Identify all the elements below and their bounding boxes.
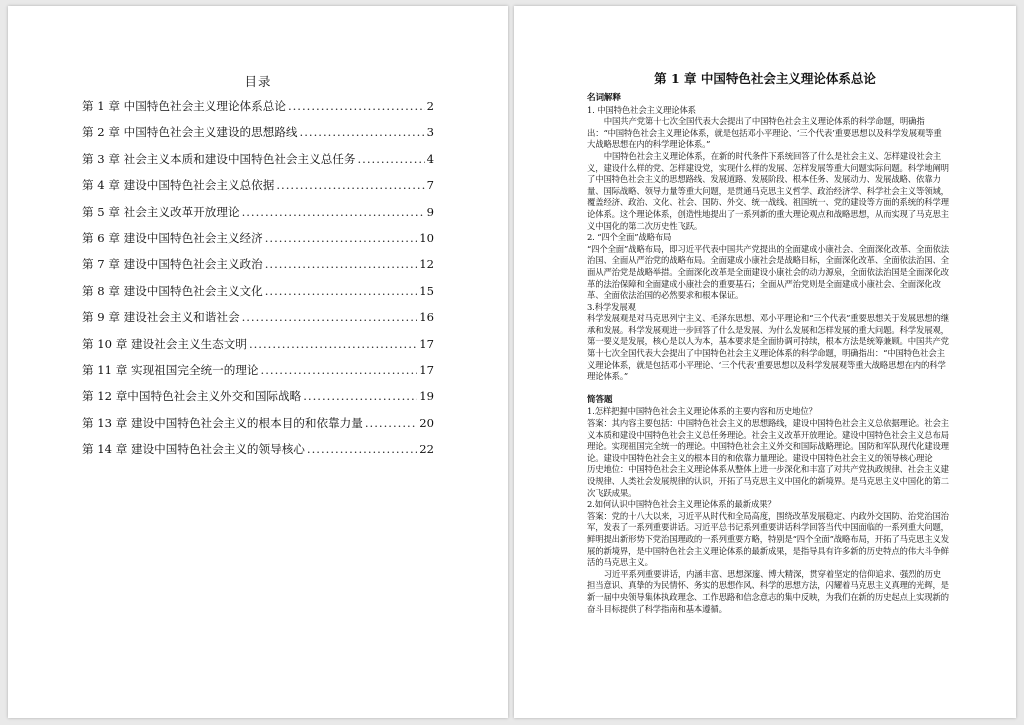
toc-entry[interactable] [82,256,434,282]
toc-entry-label: 第 13 章 建设中国特色社会主义的根本目的和依靠力量 [82,415,363,430]
toc-entry[interactable] [82,336,434,362]
toc-entry-label: 第 5 章 社会主义改革开放理论 [82,204,240,219]
toc-entry[interactable] [82,177,434,203]
toc-entry-page: 3 [426,125,434,140]
toc-leader-dots [288,99,425,113]
toc-leader-dots [261,363,418,377]
term-item [587,232,949,302]
toc-entry-page: 17 [419,336,434,351]
toc-entry[interactable] [82,204,434,230]
toc-entry-page: 19 [419,389,434,404]
toc-leader-dots [307,442,417,456]
term-item [587,105,949,233]
toc-list [82,98,434,467]
answer-paragraph: 历史地位：中国特色社会主义理论体系从整体上进一步深化和丰富了对共产党执政规律、社会主义建设规律、人类社会发展规律的认识，开拓了马克思主义中国化的新境界。是马克思主义中国化的第二次飞跃成果。 [587,464,949,498]
term-paragraph: 中国特色社会主义理论体系，在新的时代条件下系统回答了什么是社会主义、怎样建设社会主义，建设什么样的党、怎样建设党，实现什么样的发展、怎样发展等重大问题实际问题。科学地阐明了中国特色社会主义的思想路线、发展道路、发展阶段、根本任务、发展动力、发展战略、依靠力量、国际战略、领导力量等重大问题，是贯通马克思主义哲学、政治经济学、科学社会主义等领域，覆盖经济、政治、文化、社会、国防、外交、统一战线、祖国统一、党的建设等方面的系统的科学理论体系。这个理论体系，创造性地提出了一系列新的重大理论观点和战略思想，从而实现了马克思主义中国化的第二次历史性飞跃。 [587,150,949,231]
question-title: 2.如何认识中国特色社会主义理论体系的最新成果？ [587,499,776,510]
toc-leader-dots [300,125,425,139]
toc-leader-dots [303,389,417,403]
terms-heading: 名词解释 [587,93,621,103]
toc-entry-page: 15 [419,283,434,298]
toc-entry-page: 4 [426,151,434,166]
term-paragraph: “四个全面”战略布局，即习近平代表中国共产党提出的全面建成小康社会、全面深化改革、全面依法治国、全面从严治党的战略布局。全面建成小康社会是战略目标，全面深化改革、全面依法治国、全面从严治党是战略举措。全面深化改革是全面建设小康社会的动力源泉，全面依法治国是全面深化改革的法治保障和全面建成小康社会的重要基石；全面从严治党则是全面建成小康社会、全面深化改革、全面依法治国的必然要求和根本保证。 [587,243,949,301]
toc-entry-page: 10 [419,230,434,245]
toc-entry[interactable] [82,230,434,256]
answer-paragraph: 答案：党的十八大以来，习近平从时代和全局高度，围绕改革发展稳定、内政外交国防、治党治国治军，发表了一系列重要讲话。习近平总书记系列重要讲话科学回答当代中国面临的一系列重大问题，鲜明提出新形势下党治国理政的一系列重要方略，特别是“四个全面”战略布局，开拓了马克思主义发展的新境界，是中国特色社会主义理论体系的最新成果，是指导具有许多新的历史特点的伟大斗争鲜活的马克思主义。 [587,510,949,568]
toc-entry-page: 20 [419,415,434,430]
toc-entry[interactable] [82,124,434,150]
toc-entry-label: 第 8 章 建设中国特色社会主义文化 [82,283,263,298]
toc-entry-label: 第 14 章 建设中国特色社会主义的领导核心 [82,442,305,457]
toc-leader-dots [358,152,425,166]
toc-entry-label: 第 3 章 社会主义本质和建设中国特色社会主义总任务 [82,151,356,166]
toc-entry-label: 第 12 章中国特色社会主义外交和国际战略 [82,389,302,404]
toc-entry[interactable] [82,388,434,414]
toc-entry-page: 2 [426,99,434,113]
answer-paragraph: 习近平系列重要讲话，内涵丰富、思想深邃、博大精深，贯穿着坚定的信仰追求、强烈的历史担当意识、真挚的为民情怀、务实的思想作风、科学的思想方法，闪耀着马克思主义真理的光辉，是新一届中央领导集体执政理念、工作思路和信念意志的集中反映，为我们在新的历史起点上实现新的奋斗目标提供了科学指南和基本遵循。 [587,568,949,614]
toc-entry-label: 第 4 章 建设中国特色社会主义总依据 [82,178,275,193]
toc-leader-dots [265,257,417,271]
toc-leader-dots [365,416,417,430]
term-paragraph: 中国共产党第十七次全国代表大会提出了中国特色社会主义理论体系的科学命题，明确指出：“中国特色社会主义理论体系，就是包括邓小平理论、‘三个代表’重要思想以及科学发展观等重大战略思想在内的科学理论体系。” [587,116,942,150]
toc-leader-dots [242,205,425,219]
toc-entry-page: 12 [419,257,434,272]
toc-entry[interactable] [82,98,434,124]
qa-item [587,406,949,499]
toc-entry-page: 9 [426,204,434,219]
toc-entry-page: 7 [426,178,434,193]
qa-item [587,499,949,615]
toc-entry-label: 第 1 章 中国特色社会主义理论体系总论 [82,99,286,113]
term-title: 2. “四个全面”战略布局 [587,232,672,243]
toc-entry[interactable] [82,415,434,441]
chapter-title: 第 1 章 中国特色社会主义理论体系总论 [654,71,876,86]
toc-entry-label: 第 2 章 中国特色社会主义建设的思想路线 [82,125,298,140]
toc-entry-page: 17 [419,362,434,377]
toc-title: 目录 [244,74,272,89]
question-title: 1.怎样把握中国特色社会主义理论体系的主要内容和历史地位？ [587,406,817,417]
term-title: 3.科学发展观 [587,301,636,312]
toc-entry-page: 22 [419,442,434,457]
toc-leader-dots [249,337,417,351]
toc-leader-dots [242,310,418,324]
toc-entry[interactable] [82,283,434,309]
toc-entry-label: 第 6 章 建设中国特色社会主义经济 [82,230,263,245]
term-item [587,302,949,383]
toc-leader-dots [265,231,417,245]
toc-leader-dots [265,284,417,298]
toc-entry[interactable] [82,441,434,467]
chapter-page [514,6,1016,718]
toc-entry-label: 第 9 章 建设社会主义和谐社会 [82,310,240,325]
term-title: 1. 中国特色社会主义理论体系 [587,104,696,115]
toc-page [8,6,508,718]
toc-entry-label: 第 10 章 建设社会主义生态文明 [82,336,247,351]
toc-entry[interactable] [82,309,434,335]
toc-entry[interactable] [82,362,434,388]
chapter-content [587,91,949,615]
toc-entry-label: 第 7 章 建设中国特色社会主义政治 [82,257,263,272]
answer-paragraph: 答案：其内容主要包括：中国特色社会主义的思想路线，建设中国特色社会主义总依据理论。社会主义本质和建设中国特色社会主义总任务理论。社会主义改革开放理论。建设中国特色社会主义总布局理论。实现祖国完全统一的理论。中国特色社会主义外交和国际战略理论。国防和军队现代化建设理论。建设中国特色社会主义的根本目的和依靠力量理论。建设中国特色社会主义的领导核心理论 [587,418,949,463]
term-paragraph: 科学发展观是对马克思列宁主义、毛泽东思想、邓小平理论和“三个代表”重要思想关于发展思想的继承和发展。科学发展观进一步回答了什么是发展、为什么发展和怎样发展的重大问题。科学发展观，第一要义是发展，核心是以人为本，基本要求是全面协调可持续，根本方法是统筹兼顾。中国共产党第十七次全国代表大会提出了中国特色社会主义理论体系的科学命题，明确指出：“中国特色社会主义理论体系，就是包括邓小平理论、‘三个代表’重要思想以及科学发展观等重大战略思想在内的科学理论体系。” [587,313,949,382]
qa-heading: 简答题 [587,394,613,405]
toc-entry-page: 16 [419,310,434,325]
toc-leader-dots [276,178,424,192]
toc-entry-label: 第 11 章 实现祖国完全统一的理论 [82,362,259,377]
toc-entry[interactable] [82,151,434,177]
